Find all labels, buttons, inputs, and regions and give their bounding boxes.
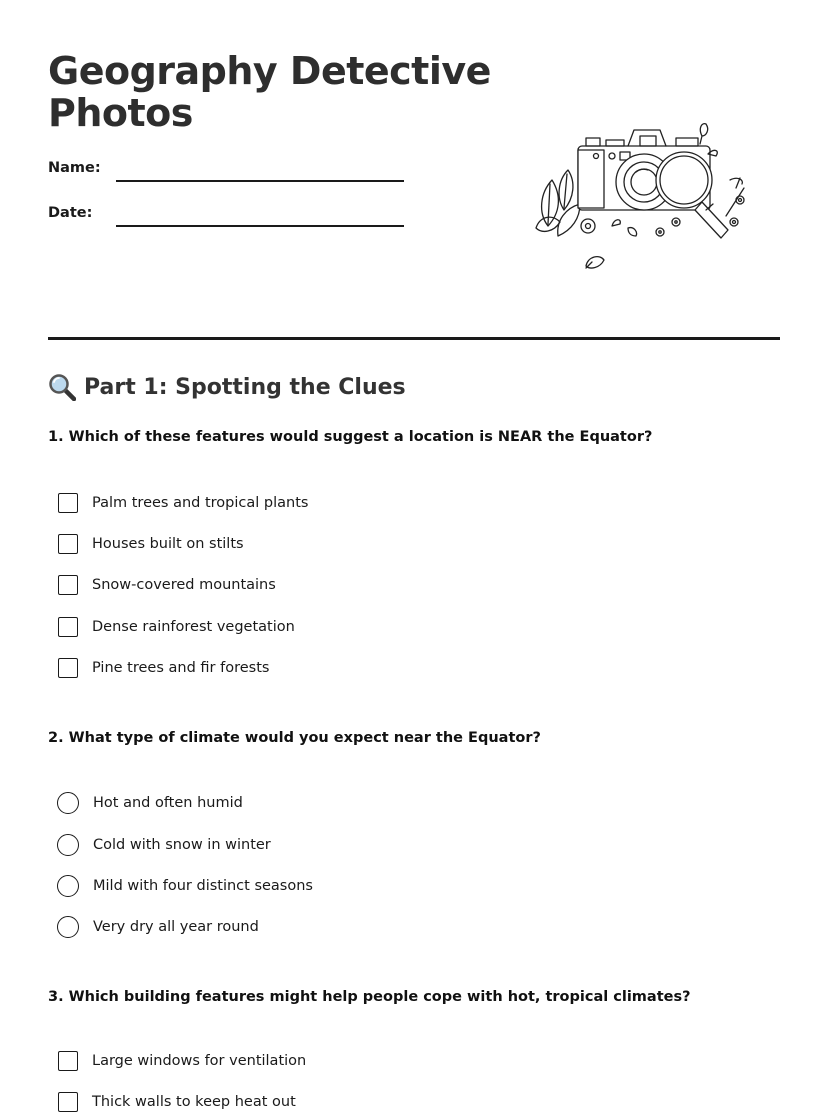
radio-button[interactable] [57, 916, 79, 938]
option-label: Hot and often humid [93, 795, 243, 811]
q1-option-3[interactable] [58, 573, 276, 597]
name-label: Name: [48, 160, 101, 176]
question-1: 1. Which of these features would suggest a location is NEAR the Equator? [48, 429, 653, 445]
checkbox[interactable] [58, 617, 78, 637]
option-label: Houses built on stilts [92, 536, 244, 552]
checkbox[interactable] [58, 658, 78, 678]
option-label: Palm trees and tropical plants [92, 495, 309, 511]
q2-option-3[interactable] [58, 874, 313, 898]
q2-option-4[interactable] [58, 915, 259, 939]
option-label: Large windows for ventilation [92, 1053, 307, 1069]
checkbox[interactable] [58, 1051, 78, 1071]
q1-option-2[interactable] [58, 532, 244, 556]
option-label: Pine trees and fir forests [92, 660, 270, 676]
radio-button[interactable] [57, 834, 79, 856]
q2-option-2[interactable] [58, 833, 271, 857]
option-label: Snow-covered mountains [92, 577, 276, 593]
option-label: Cold with snow in winter [93, 837, 271, 853]
checkbox[interactable] [58, 534, 78, 554]
page-title: Geography Detective Photos [48, 49, 491, 135]
part-1-heading-text: Part 1: Spotting the Clues [84, 374, 406, 400]
question-2: 2. What type of climate would you expect near the Equator? [48, 730, 541, 746]
q3-option-1[interactable] [58, 1049, 306, 1073]
checkbox[interactable] [58, 493, 78, 513]
option-label: Thick walls to keep heat out [92, 1094, 296, 1110]
radio-button[interactable] [57, 875, 79, 897]
q3-option-2[interactable] [58, 1090, 296, 1114]
camera-illustration-icon [530, 118, 755, 278]
option-label: Dense rainforest vegetation [92, 619, 295, 635]
q1-option-1[interactable] [58, 491, 308, 515]
checkbox[interactable] [58, 575, 78, 595]
checkbox[interactable] [58, 1092, 78, 1112]
section-divider [48, 337, 780, 340]
q1-option-4[interactable] [58, 615, 295, 639]
magnifying-glass-icon [48, 373, 76, 401]
date-label: Date: [48, 205, 93, 221]
option-label: Very dry all year round [93, 919, 259, 935]
radio-button[interactable] [57, 792, 79, 814]
part-1-heading [48, 373, 406, 401]
date-input-line[interactable] [116, 225, 404, 227]
question-3: 3. Which building features might help people cope with hot, tropical climates? [48, 989, 691, 1005]
option-label: Mild with four distinct seasons [93, 878, 313, 894]
name-input-line[interactable] [116, 180, 404, 182]
q1-option-5[interactable] [58, 656, 269, 680]
q2-option-1[interactable] [58, 791, 243, 815]
